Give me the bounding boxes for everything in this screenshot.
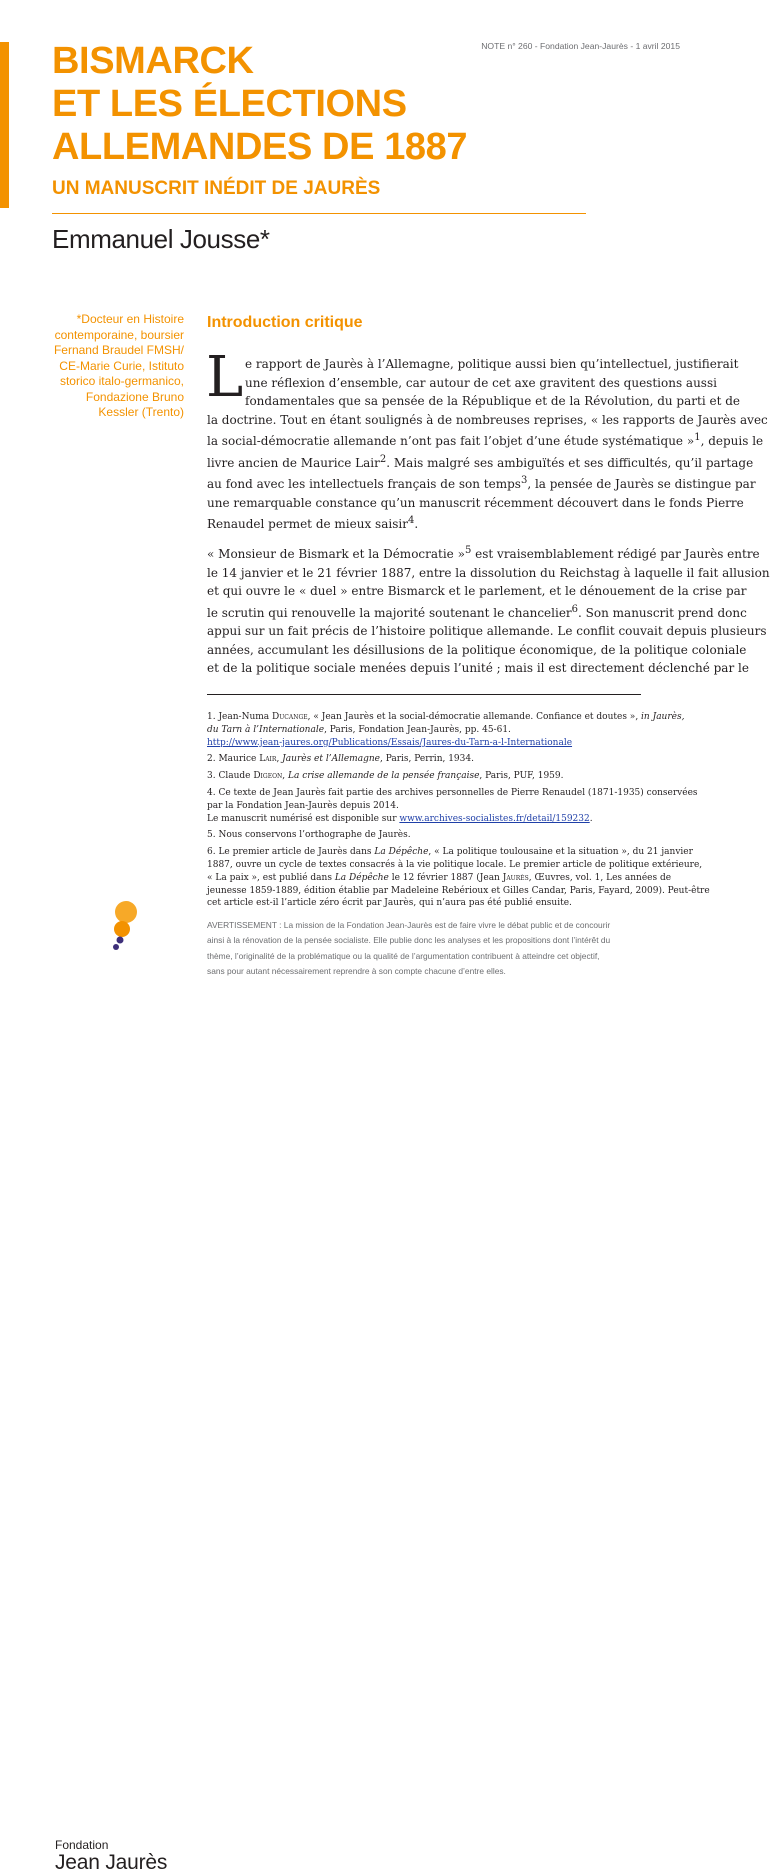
text-fragment: la social-démocratie allemande n’ont pas fait l’objet d’une étude systématique »: [207, 434, 695, 448]
footnote-link[interactable]: http://www.jean-jaures.org/Publications/Essais/Jaures-du-Tarn-a-l-Internationale: [207, 737, 573, 748]
text-line: une réflexion d’ensemble, car autour de cet axe gravitent des questions aussi: [245, 375, 717, 390]
affiliation-line: Fernand Braudel FMSH/: [53, 343, 184, 357]
text-line: par la Fondation Jean-Jaurès depuis 2014.: [207, 800, 399, 811]
note-header: NOTE n° 260 - Fondation Jean-Jaurès - 1 avril 2015: [481, 41, 680, 51]
text-fragment: in Jaurès,: [641, 712, 685, 722]
footnote-ref[interactable]: 3: [520, 475, 528, 486]
text-fragment: 2. Maurice: [207, 754, 260, 765]
logo-text-jean-jaures: Jean Jaurès: [55, 1851, 168, 1874]
accent-bar: [0, 42, 9, 208]
text-fragment: , Paris, Perrin, 1934.: [379, 754, 474, 765]
text-fragment: « Monsieur de Bismark et la Démocratie »: [207, 547, 465, 561]
text-fragment: Jaurès et l’Allemagne: [282, 754, 380, 765]
text-fragment: , depuis le: [700, 434, 764, 448]
text-line: le 14 janvier et le 21 février 1887, entre la dissolution du Reichstag à laquelle il fait allusion: [207, 565, 770, 580]
disclaimer-line: ainsi à la rénovation de la pensée socialiste. Elle publie donc les analyses et les propositions dont l’intérêt du: [207, 935, 611, 946]
text-line: [207, 542, 760, 564]
text-fragment: , la pensée de Jaurès se distingue par: [527, 477, 756, 491]
text-line: [207, 753, 644, 766]
text-fragment: ,: [282, 771, 288, 782]
text-fragment: Renaudel permet de mieux saisir: [207, 517, 408, 531]
title-line-3: ALLEMANDES DE 1887: [52, 126, 468, 168]
footnote-5: [207, 829, 644, 842]
page-title: [52, 40, 592, 169]
footnote-ref[interactable]: 2: [379, 453, 387, 465]
text-fragment: du Tarn à l’Internationale: [207, 724, 325, 735]
text-line: 5. Nous conservons l’orthographe de Jaurès.: [207, 830, 411, 841]
text-fragment: , « La politique toulousaine et la situation », du 21 janvier: [428, 847, 693, 858]
disclaimer-line: AVERTISSEMENT : La mission de la Fondation Jean-Jaurès est de faire vivre le débat public et de concourir: [207, 920, 611, 930]
paragraph-1: [207, 355, 768, 534]
text-line: cet article est-il l’article zéro écrit par Jaurès, qui n’aura pas été publié ensuite.: [207, 898, 572, 909]
text-line: e rapport de Jaurès à l’Allemagne, politique aussi bien qu’intellectuel, justifierait: [245, 357, 739, 371]
text-line: [207, 512, 641, 534]
footnote-link[interactable]: www.archives-socialistes.fr/detail/159232: [399, 813, 590, 824]
text-fragment: La Dépêche: [334, 872, 389, 883]
section-heading: Introduction critique: [207, 314, 363, 331]
text-fragment: Le manuscrit numérisé est disponible sur: [207, 813, 400, 824]
logo-dots-icon: [104, 900, 144, 955]
affiliation-line: Kessler (Trento): [98, 405, 184, 419]
text-fragment: , « Jean Jaurès et la social-démocratie allemande. Confiance et doutes »,: [307, 712, 642, 722]
title-line-1: BISMARCK: [52, 40, 254, 82]
affiliation-line: Fondazione Bruno: [85, 389, 184, 404]
footnote-6: [207, 846, 710, 910]
author-name: Emmanuel Jousse*: [52, 224, 270, 254]
footnote-1: [207, 711, 685, 749]
text-line: [207, 711, 685, 724]
text-fragment: , Paris, PUF, 1959.: [479, 771, 564, 782]
footnote-3: [207, 770, 644, 783]
author-surname: Ducange: [272, 712, 308, 722]
text-line: [207, 737, 644, 750]
drop-cap: L: [206, 345, 244, 410]
text-fragment: ,: [276, 754, 283, 765]
footnote-2: [207, 753, 644, 766]
text-fragment: « La paix », est publié dans: [207, 872, 335, 883]
text-fragment: , Paris, Fondation Jean-Jaurès, pp. 45-61.: [324, 724, 511, 735]
author-affiliation: [46, 312, 184, 421]
disclaimer-line: sans pour autant nécessairement reprendre à son compte chacune d’entre elles.: [207, 966, 506, 977]
author-surname: Digeon: [253, 771, 283, 782]
footnotes: [207, 711, 710, 914]
text-fragment: au fond avec les intellectuels français de son temps: [207, 477, 521, 491]
text-fragment: est vraisemblablement rédigé par Jaurès entre: [471, 547, 760, 561]
footnote-divider: [207, 694, 641, 695]
text-fragment: , Œuvres, vol. 1, Les années de: [528, 872, 672, 883]
text-fragment: La Dépêche: [374, 847, 429, 858]
affiliation-line: CE-Marie Curie, Istituto: [59, 358, 184, 373]
text-line: fondamentales que sa pensée de la République et de la Révolution, du parti et de: [245, 394, 740, 408]
page-subtitle: UN MANUSCRIT INÉDIT DE JAURÈS: [52, 178, 381, 199]
disclaimer: [207, 918, 647, 980]
text-line: et qui ouvre le « duel » entre Bismarck et le parlement, et le dénouement de la crise par: [207, 584, 747, 598]
fondation-logo: [52, 900, 172, 1874]
text-line: et de la politique sociale menées depuis l’unité ; mais il est directement déclenché par le: [207, 661, 749, 675]
author-surname: Lair: [259, 754, 277, 765]
text-line: [207, 451, 754, 473]
text-line: la doctrine. Tout en étant soulignés à de nombreuses reprises, « les rapports de Jaurès avec: [207, 412, 768, 427]
text-line: [207, 872, 672, 885]
footnote-ref[interactable]: 6: [571, 603, 579, 615]
text-line: 4. Ce texte de Jean Jaurès fait partie des archives personnelles de Pierre Renaudel (1871-1935) conservées: [207, 787, 698, 798]
footnote-ref[interactable]: 4: [407, 515, 415, 526]
disclaimer-line: thème, l’originalité de la problématique ou la qualité de l’argumentation contribuent à atteindre cet objectif,: [207, 950, 600, 961]
text-line: [207, 813, 644, 826]
text-line: [207, 429, 764, 451]
text-fragment: . Mais malgré ses ambiguïtés et ses difficultés, qu’il partage: [386, 455, 754, 470]
title-line-2: ET LES ÉLECTIONS: [52, 83, 407, 125]
text-line: appui sur un fait précis de l’histoire politique allemande. Le conflit couvait depuis plusieurs: [207, 624, 767, 638]
text-fragment: le 12 février 1887 (Jean: [388, 872, 503, 883]
text-line: années, accumulant les désillusions de la politique économique, de la politique coloniale: [207, 642, 747, 657]
text-fragment: La crise allemande de la pensée française: [288, 771, 480, 782]
text-line: une remarquable constance qu’un manuscrit récemment découvert dans le fonds Pierre: [207, 495, 744, 510]
text-fragment: . Son manuscrit prend donc: [578, 605, 747, 620]
footnote-4: [207, 787, 698, 825]
author-surname: Jaurès: [502, 872, 529, 883]
title-divider: [52, 213, 586, 214]
affiliation-line: contemporaine, boursier: [54, 327, 184, 342]
affiliation-line: storico italo-germanico,: [59, 374, 184, 388]
text-line: [207, 472, 756, 494]
text-line: [207, 846, 693, 859]
text-fragment: .: [589, 813, 593, 824]
text-fragment: le scrutin qui renouvelle la majorité soutenant le chancelier: [207, 605, 572, 620]
footnote-ref[interactable]: 5: [464, 545, 472, 556]
text-fragment: livre ancien de Maurice Lair: [207, 455, 380, 470]
text-fragment: 3. Claude: [207, 771, 254, 782]
text-line: [207, 770, 644, 783]
text-line: jeunesse 1859-1889, édition établie par Madeleine Rebérioux et Gilles Candar, Paris, Fayard, 2009). Peut-être: [207, 885, 710, 896]
paragraph-2: [207, 542, 770, 678]
text-line: [207, 601, 747, 623]
text-line: 1887, ouvre un cycle de textes consacrés à la vie politique locale. Le premier article de politique extérieure,: [207, 859, 703, 870]
text-fragment: 6. Le premier article de Jaurès dans: [207, 847, 375, 858]
affiliation-line: *Docteur en Histoire: [76, 312, 184, 326]
text-fragment: .: [414, 517, 419, 531]
footnote-ref[interactable]: 1: [694, 432, 701, 443]
logo-text-fondation: Fondation: [55, 1838, 109, 1852]
text-fragment: 1. Jean-Numa: [207, 712, 273, 722]
text-line: [207, 724, 644, 737]
